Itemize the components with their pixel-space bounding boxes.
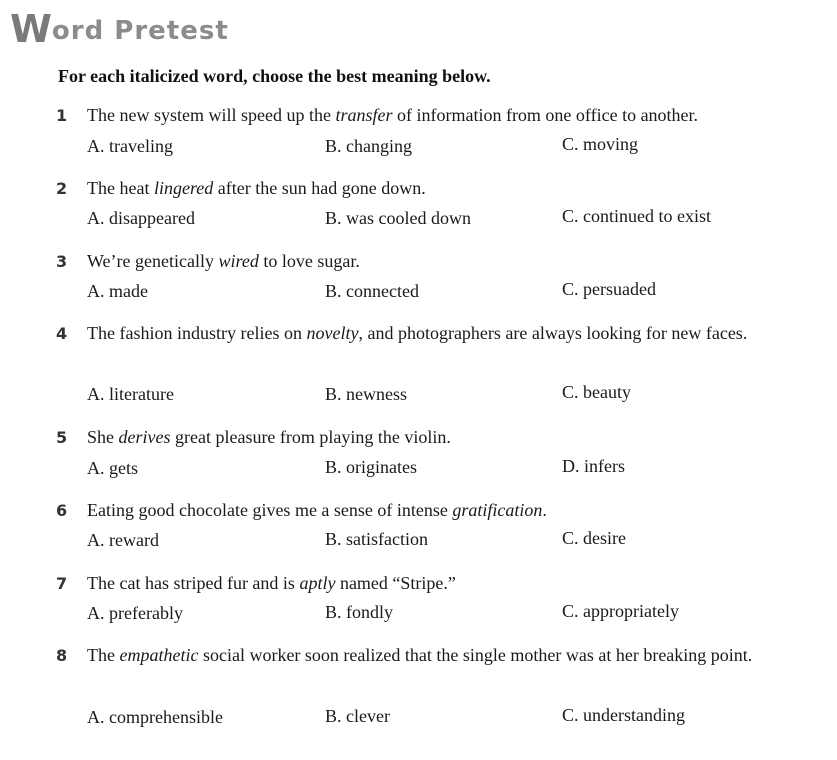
question-text: She derives great pleasure from playing the violin. [87, 427, 451, 447]
italic-word: transfer [335, 105, 393, 125]
option-b[interactable]: B. satisfaction [325, 529, 428, 549]
italic-word: lingered [153, 178, 214, 198]
question-number: 8 [56, 646, 68, 665]
option-b[interactable]: B. newness [325, 384, 407, 404]
question-text: The cat has striped fur and is aptly named “Stripe.” [87, 573, 456, 593]
question-number: 2 [56, 179, 68, 198]
option-c[interactable]: C. understanding [562, 705, 685, 725]
question-text: The new system will speed up the transfer of information from one office to another. [87, 105, 699, 125]
question-number: 4 [56, 324, 68, 343]
page-title [10, 7, 229, 51]
option-b[interactable]: B. connected [325, 281, 419, 301]
question-text: We’re genetically wired to love sugar. [87, 251, 360, 271]
question-text: The empathetic social worker soon realized that the single mother was at her breaking point. [87, 645, 753, 665]
title-rest: ord Pretest [51, 16, 229, 46]
option-b[interactable]: B. fondly [325, 602, 394, 622]
option-c[interactable]: C. persuaded [562, 279, 656, 299]
option-a[interactable]: A. gets [87, 458, 138, 478]
option-c[interactable]: C. beauty [562, 382, 631, 402]
question-number: 1 [56, 106, 68, 125]
option-a[interactable]: A. comprehensible [87, 707, 223, 727]
question-number: 6 [56, 501, 68, 520]
italic-word: gratification [452, 500, 543, 520]
option-c[interactable]: C. moving [562, 134, 639, 154]
option-a[interactable]: A. preferably [87, 603, 183, 623]
option-c[interactable]: C. continued to exist [562, 206, 711, 226]
instruction-text: For each italicized word, choose the best meaning below. [58, 66, 491, 86]
option-b[interactable]: B. clever [325, 706, 390, 726]
question-text: The heat lingered after the sun had gone down. [87, 178, 426, 198]
italic-word: aptly [299, 573, 336, 593]
question-text: The fashion industry relies on novelty, and photographers are always looking for new faces. [87, 323, 748, 343]
option-a[interactable]: A. literature [87, 384, 174, 404]
option-a[interactable]: A. disappeared [87, 208, 195, 228]
option-b[interactable]: B. changing [325, 136, 412, 156]
italic-word: derives [118, 427, 171, 447]
question-number: 3 [56, 252, 68, 271]
option-d[interactable]: D. infers [562, 456, 625, 476]
question-number: 5 [56, 428, 68, 447]
option-b[interactable]: B. originates [325, 457, 417, 477]
option-b[interactable]: B. was cooled down [325, 208, 471, 228]
option-a[interactable]: A. traveling [87, 136, 173, 156]
question-number: 7 [56, 574, 68, 593]
italic-word: empathetic [119, 645, 199, 665]
title-initial: W [10, 7, 52, 51]
italic-word: novelty [306, 323, 359, 343]
question-text: Eating good chocolate gives me a sense of intense gratification. [87, 500, 547, 520]
italic-word: wired [218, 251, 259, 271]
option-c[interactable]: C. appropriately [562, 601, 679, 621]
option-c[interactable]: C. desire [562, 528, 626, 548]
option-a[interactable]: A. reward [87, 530, 159, 550]
option-a[interactable]: A. made [87, 281, 148, 301]
